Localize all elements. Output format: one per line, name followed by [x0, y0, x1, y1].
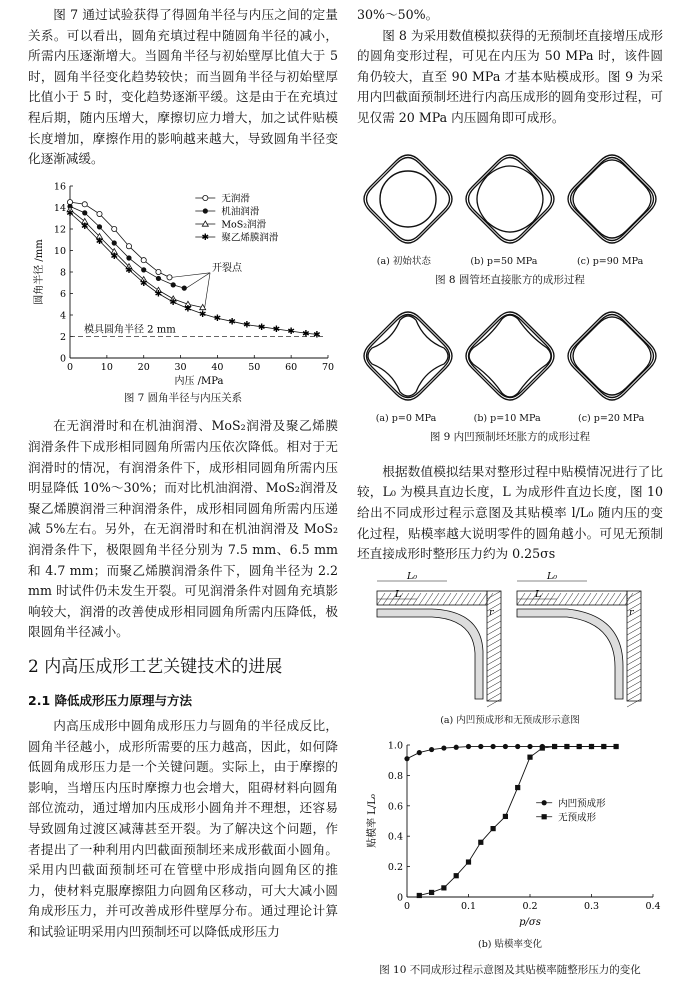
die-outline-1 [466, 155, 554, 243]
section-title: 2 内高压成形工艺关键技术的进展 [28, 656, 283, 677]
legend-label: MoS₂润滑 [221, 219, 267, 231]
data-point: ✱ [272, 324, 281, 335]
hatch [619, 593, 627, 605]
legend-marker: ✱ [201, 232, 210, 243]
figure-9-sublabel-c: (c) p=20 MPa [578, 413, 645, 425]
legend-marker [542, 814, 547, 819]
x-tick-label: 0.3 [583, 901, 600, 913]
data-point [112, 226, 117, 231]
hatch [627, 693, 641, 701]
crack-annotation: 开裂点 [212, 262, 243, 274]
hatch [565, 593, 573, 605]
hatch [627, 639, 641, 647]
hatch [627, 699, 641, 707]
data-point [112, 240, 117, 245]
figure-9-diagram [357, 300, 663, 412]
data-point [126, 255, 131, 260]
hatch [487, 669, 501, 677]
data-point [404, 756, 409, 761]
hatch [487, 657, 501, 665]
hatch [479, 593, 487, 605]
figure-9-sublabels [357, 412, 663, 425]
label-r: r [629, 606, 634, 618]
hatch [627, 681, 641, 689]
data-point [454, 873, 459, 878]
data-point [454, 745, 459, 750]
x-tick-label: 10 [100, 361, 113, 373]
data-point: ✱ [184, 304, 192, 315]
hatch [627, 651, 641, 659]
data-point [527, 755, 532, 760]
hatch [571, 593, 579, 605]
data-point: ✱ [257, 322, 266, 333]
data-point: ✱ [66, 208, 74, 219]
hatch [627, 621, 641, 629]
data-point [491, 826, 496, 831]
data-point: ✱ [228, 317, 236, 328]
preform-0mpa [368, 316, 448, 396]
preform-20mpa [573, 317, 651, 395]
tube-50mpa [477, 166, 543, 232]
figure-10b-sublabel: (b) 贴模率变化 [477, 939, 542, 951]
hatch [443, 593, 451, 605]
hatch [613, 593, 621, 605]
data-point [126, 243, 131, 248]
schematic-direct [517, 571, 641, 707]
x-tick-label: 70 [321, 361, 335, 373]
figure-10b-chart [357, 735, 663, 935]
right-paragraph-2: 根据数值模拟结果对整形过程中贴模情况进行了比较，L₀ 为模具直边长度，L 为成形件直边长度，图 10 给出不同成形过程示意图及其贴模率 l/L₀ 随内压的变化过程，贴模率越大说明零件的圆角越小。可见无预制坯直接成形时整形压力约为 0.25σs [357, 463, 663, 562]
data-point [466, 744, 471, 749]
hatch [461, 593, 469, 605]
y-tick-label: 0.2 [387, 862, 403, 874]
data-point [527, 744, 532, 749]
hatch [473, 593, 481, 605]
hatch [487, 597, 501, 605]
hatch [487, 591, 501, 599]
label-r: r [489, 606, 494, 618]
data-point [478, 744, 483, 749]
data-point: ✱ [287, 326, 295, 337]
data-point: ✱ [243, 320, 251, 331]
y-tick-label: 0.6 [387, 801, 403, 813]
x-tick-label: 0.1 [460, 901, 477, 913]
hatch [487, 663, 501, 671]
hatch [627, 675, 641, 683]
figure-9-sublabel-b: (b) p=10 MPa [473, 413, 541, 425]
figure-10a-diagram [357, 571, 663, 711]
hatch [485, 593, 493, 605]
hatch [487, 699, 501, 707]
die-outline-2 [568, 312, 656, 400]
initial-tube [380, 171, 436, 227]
hatch [625, 593, 633, 605]
data-point [552, 744, 557, 749]
subsection-title: 2.1 降低成形压力原理与方法 [28, 693, 192, 709]
hatch [487, 651, 501, 659]
data-point [577, 744, 582, 749]
hatch [437, 593, 445, 605]
die-radius-annotation: 模具圆角半径 2 mm [84, 324, 176, 336]
label-L0: L₀ [407, 570, 418, 582]
data-point: ✱ [169, 297, 177, 308]
left-paragraph-3: 内高压成形中圆角成形压力与圆角的半径成反比，圆角半径越小，成形所需要的压力越高，因此，如何降低圆角成形压力是一个关键问题。实际上，由于摩擦的影响，当增压内压时摩擦力也会增大，阻碍材料向圆角部位流动，通过增加内压成形小圆角并不理想，还容易导致圆角过渡区减薄甚至开裂。为了解决这个问题，作者提出了一种利用内凹截面预制坯来成形截面小圆角。采用内凹截面预制坯可在管壁中形成指向圆角区的推力，使材料克服摩擦阻力向圆角区移动，可大大减小圆角成形压力，并可改善成形件壁厚分布。通过理论计算和试验证明采用内凹预制坯可以降低成形压力 [28, 718, 338, 939]
legend-marker [203, 208, 208, 213]
hatch [449, 593, 457, 605]
x-tick-label: 0.2 [522, 901, 538, 913]
data-point [97, 211, 102, 216]
hatch [455, 593, 463, 605]
y-tick-label: 14 [53, 202, 66, 214]
figure-9-caption: 图 9 内凹预制坯坯胀方的成形过程 [429, 431, 591, 444]
x-tick-label: 20 [137, 361, 150, 373]
figure-8-caption: 图 8 圆管坯直接胀方的成形过程 [435, 273, 585, 286]
hatch [467, 593, 475, 605]
series-line [70, 213, 317, 334]
y-tick-label: 16 [53, 181, 66, 193]
figure-8-sublabel-b: (b) p=50 MPa [470, 255, 538, 267]
hatch [627, 687, 641, 695]
y-tick-label: 10 [53, 245, 66, 257]
x-tick-label: 30 [174, 361, 187, 373]
figure-8-diagram [357, 143, 663, 255]
y-tick-label: 1.0 [387, 740, 403, 752]
hatch [425, 593, 433, 605]
die-outline-0 [364, 312, 452, 400]
data-point [503, 744, 508, 749]
data-point [171, 282, 176, 287]
y-tick-label: 4 [59, 310, 66, 322]
figure-8-sublabels [357, 255, 663, 268]
data-point [441, 746, 446, 751]
hatch [487, 681, 501, 689]
hatch [487, 621, 501, 629]
y-tick-label: 12 [53, 224, 66, 236]
data-point [156, 276, 161, 281]
data-point [141, 257, 146, 262]
die-inner-0 [367, 157, 450, 240]
hatch [487, 633, 501, 641]
data-point [466, 860, 471, 865]
die-inner-2 [571, 157, 654, 240]
y-tick-label: 0 [396, 892, 403, 904]
legend-marker [542, 800, 547, 805]
die-inner-0 [367, 315, 450, 398]
y-axis-label: 贴模率 L/L₀ [367, 794, 378, 849]
die-inner-1 [469, 157, 552, 240]
x-tick-label: 50 [248, 361, 261, 373]
die-outline-1 [466, 312, 554, 400]
data-point: ✱ [139, 278, 148, 289]
label-L: L [395, 588, 402, 600]
preform-10mpa [469, 315, 551, 397]
data-point [540, 746, 545, 751]
hatch [559, 593, 567, 605]
label-L: L [535, 588, 542, 600]
data-point [417, 893, 422, 898]
right-paragraph-1: 图 8 为采用数值模拟获得的无预制坯直接增压成形的圆角变形过程，可见在内压为 50 MPa 时，该件圆角仍较大，直至 90 MPa 才基本贴模成形。图 9 为采用内凹截面预制坯进行内高压成形的圆角变形过程，可见仅需 20 MPa 内压圆角即可成形。 [357, 27, 663, 125]
tube-wall [377, 609, 483, 699]
data-point [491, 744, 496, 749]
hatch [589, 593, 597, 605]
data-point [589, 744, 594, 749]
hatch [577, 593, 585, 605]
die-outline-2 [568, 155, 656, 243]
left-column [28, 0, 338, 943]
x-axis-label: 内压 /MPa [174, 375, 224, 387]
y-tick-label: 6 [59, 288, 66, 300]
hatch [627, 669, 641, 677]
x-axis-label: p/σs [519, 917, 541, 929]
hatch [487, 693, 501, 701]
y-tick-label: 0 [59, 353, 66, 365]
figure-8-sublabel-c: (c) p=90 MPa [576, 255, 644, 267]
data-point [503, 814, 508, 819]
hatch [627, 633, 641, 641]
data-point: ✱ [313, 330, 321, 341]
legend-label: 机油润滑 [221, 206, 260, 218]
hatch [607, 593, 615, 605]
data-point [429, 747, 434, 752]
x-tick-label: 60 [285, 361, 298, 373]
legend-label: 无润滑 [221, 193, 250, 205]
data-point [97, 224, 102, 229]
data-point: ✱ [125, 265, 133, 276]
data-point [614, 744, 619, 749]
legend-marker [203, 195, 208, 200]
hatch [627, 597, 641, 605]
legend-label: 无预成形 [558, 812, 597, 824]
figure-10-caption: 图 10 不同成形过程示意图及其贴模率随整形压力的变化 [379, 963, 641, 976]
x-tick-label: 0.4 [645, 901, 661, 913]
data-point [515, 744, 520, 749]
hatch [601, 593, 609, 605]
schematic-concave [377, 571, 501, 707]
die-outline-0 [364, 155, 452, 243]
data-point [429, 890, 434, 895]
data-point: ✱ [213, 313, 222, 324]
hatch [487, 639, 501, 647]
data-point: ✱ [110, 251, 119, 262]
y-tick-label: 8 [59, 267, 66, 279]
y-tick-label: 2 [59, 331, 66, 343]
left-paragraph-1: 图 7 通过试验获得了得圆角半径与内压之间的定量关系。可以看出，圆角充填过程中随圆角半径的减小，所需内压逐渐增大。当圆角半径与初始壁厚比值大于 5 时，圆角半径变化趋势较快；而当圆角半径与初始壁厚比值小于 5 时，变化趋势逐渐平缓。这是由于在充填过程后期，随内压增大，摩擦切应力增大，加之试件贴模长度增加，摩擦作用的影响越来越大，导致圆角半径变化逐渐减缓。 [28, 7, 338, 167]
data-point: ✱ [154, 289, 163, 300]
data-point [515, 785, 520, 790]
die-inner-1 [469, 315, 552, 398]
tube-wall [517, 609, 623, 699]
data-point: ✱ [95, 236, 104, 247]
figure-7-caption: 图 7 圆角半径与内压关系 [123, 391, 243, 404]
figure-7-chart [28, 178, 338, 388]
data-point [82, 201, 87, 206]
hatch [487, 675, 501, 683]
hatch [583, 593, 591, 605]
right-paragraph-0: 30%～50%。 [357, 7, 439, 22]
data-point: ✱ [302, 329, 310, 340]
data-point [564, 744, 569, 749]
hatch [487, 627, 501, 635]
data-point [141, 267, 146, 272]
data-point [478, 840, 483, 845]
x-tick-label: 0 [403, 901, 411, 913]
data-point: ✱ [80, 221, 89, 232]
legend-label: 聚乙烯膜润滑 [221, 232, 279, 244]
data-point [441, 886, 446, 891]
figure-8-sublabel-a: (a) 初始状态 [376, 255, 431, 267]
y-tick-label: 0.4 [387, 832, 403, 844]
legend-label: 内凹预成形 [558, 798, 606, 810]
x-tick-label: 0 [66, 361, 74, 373]
data-point [182, 285, 187, 290]
hatch [595, 593, 603, 605]
data-point [167, 275, 172, 280]
hatch [431, 593, 439, 605]
die-inner-2 [571, 315, 654, 398]
series-line [407, 747, 616, 759]
hatch [627, 657, 641, 665]
hatch [487, 687, 501, 695]
hatch [419, 593, 427, 605]
tube-90mpa [573, 160, 651, 238]
x-tick-label: 40 [211, 361, 224, 373]
right-column [357, 0, 663, 981]
data-point [601, 744, 606, 749]
data-point [156, 269, 161, 274]
y-axis-label: 圆角半径 /mm [34, 238, 45, 305]
y-tick-label: 0.8 [387, 771, 403, 783]
data-point [417, 750, 422, 755]
crack-pointer [205, 273, 210, 308]
series-line [70, 209, 203, 307]
hatch [487, 645, 501, 653]
data-point: ✱ [198, 309, 207, 320]
figure-9-sublabel-a: (a) p=0 MPa [375, 413, 437, 425]
figure-10a-sublabel: (a) 内凹预成形和无预成形示意图 [440, 714, 580, 726]
hatch [627, 627, 641, 635]
left-paragraph-2: 在无润滑时和在机油润滑、MoS₂润滑及聚乙烯膜润滑条件下成形相同圆角所需内压依次降低。相对于无润滑时的情况，有润滑条件下，成形相同圆角所需内压明显降低 10%～30%；而对比机油润滑、MoS₂润滑及聚乙烯膜润滑三种润滑条件，成形相同圆角所需内压递减 5%左右。另外，在无润滑时和在机油润滑及 MoS₂ 润滑条件下，极限圆角半径分别为 7.5 mm、6.5 mm 和 4.7 mm；而聚乙烯膜润滑条件下，圆角半径为 2.2 mm 时试件仍未发生开裂。可见润滑条件对圆角充填影响较大，润滑的改善使成形相同圆角所需内压降低，极限圆角半径减小。 [28, 418, 338, 640]
data-point [82, 210, 87, 215]
hatch [627, 645, 641, 653]
hatch [627, 663, 641, 671]
label-L0: L₀ [547, 570, 558, 582]
hatch [627, 591, 641, 599]
